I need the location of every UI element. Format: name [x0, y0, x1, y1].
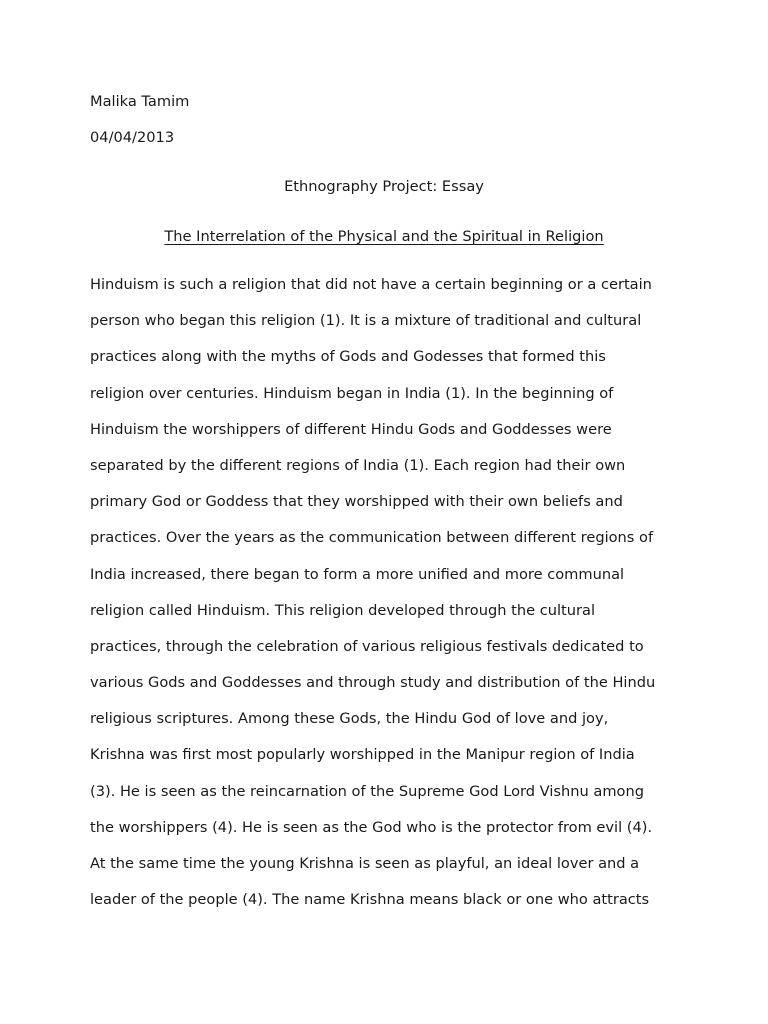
body-line: practices along with the myths of Gods and Godesses that formed this: [90, 348, 606, 366]
body-line: practices, through the celebration of various religious festivals dedicated to: [90, 637, 644, 655]
body-line: primary God or Goddess that they worshipped with their own beliefs and: [90, 493, 623, 511]
essay-body: [90, 275, 677, 926]
document-date: 04/04/2013: [90, 129, 175, 146]
body-line: leader of the people (4). The name Krishna means black or one who attracts: [90, 891, 650, 909]
body-line: religion called Hinduism. This religion developed through the cultural: [90, 601, 596, 619]
body-line: separated by the different regions of India (1). Each region had their own: [90, 456, 626, 474]
body-line: India increased, there began to form a more unified and more communal: [90, 565, 625, 583]
body-line: person who began this religion (1). It is a mixture of traditional and cultural: [90, 312, 642, 330]
body-line: At the same time the young Krishna is seen as playful, an ideal lover and a: [90, 855, 640, 872]
body-line: religion over centuries. Hinduism began in India (1). In the beginning of: [90, 384, 614, 402]
essay-title: The Interrelation of the Physical and the Spiritual in Religion: [164, 228, 604, 245]
body-line: the worshippers (4). He is seen as the God who is the protector from evil (4).: [90, 818, 653, 836]
body-line: religious scriptures. Among these Gods, the Hindu God of love and joy,: [90, 710, 609, 728]
body-line: practices. Over the years as the communication between different regions of: [90, 529, 654, 547]
body-line: Krishna was first most popularly worshipped in the Manipur region of India: [90, 746, 635, 764]
project-title: Ethnography Project: Essay: [284, 178, 484, 195]
body-line: various Gods and Goddesses and through study and distribution of the Hindu: [90, 674, 656, 692]
body-line: Hinduism is such a religion that did not have a certain beginning or a certain: [90, 276, 652, 293]
body-line: (3). He is seen as the reincarnation of the Supreme God Lord Vishnu among: [90, 782, 644, 800]
body-line: Hinduism the worshippers of different Hindu Gods and Goddesses were: [90, 420, 612, 438]
author-name: Malika Tamim: [90, 93, 190, 110]
